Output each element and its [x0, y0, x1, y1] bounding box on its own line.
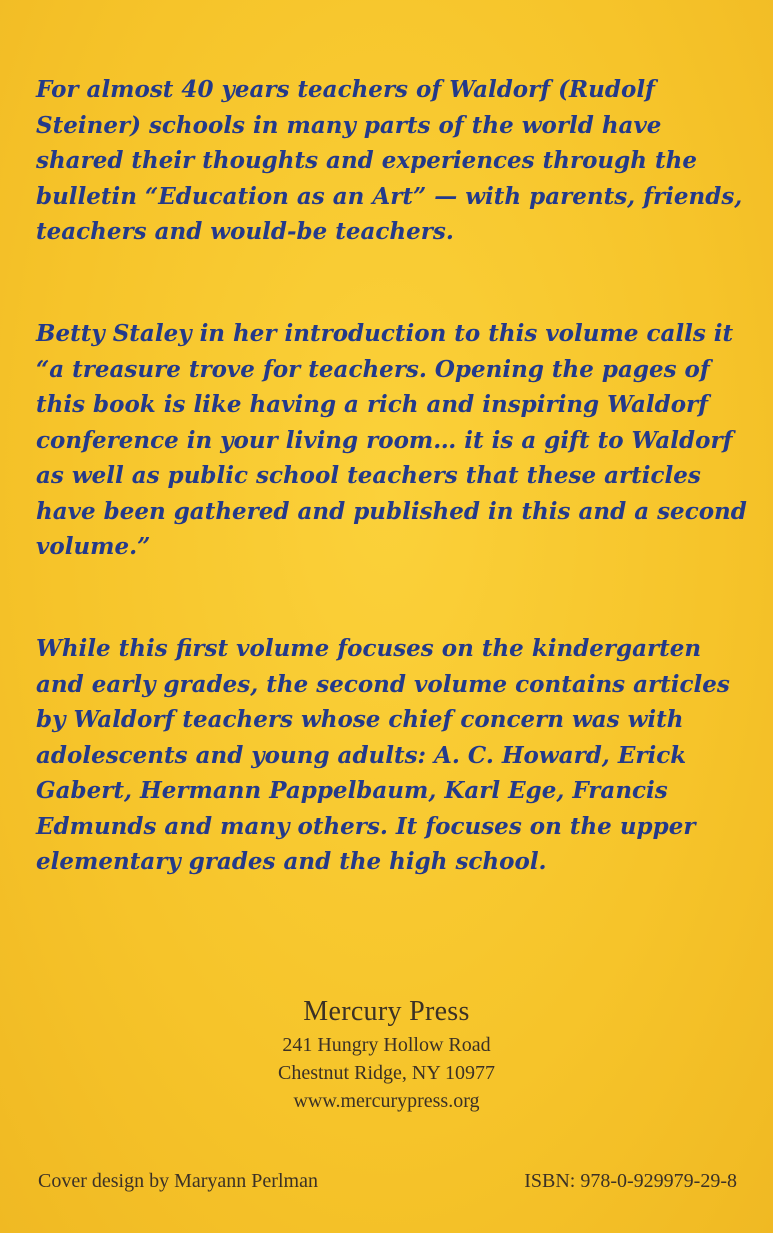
- blurb-paragraph-2: Betty Staley in her introduction to this volume calls it “a treasure trove for teachers. Opening the pages of this book is like having a rich and inspiring Waldorf conference in your living room… it is a gift to Waldorf as well as public school teachers that these articles have been gathered and published in this and a second volume.”: [36, 320, 747, 560]
- publisher-website: www.mercurypress.org: [293, 1090, 480, 1112]
- publisher-address-street: 241 Hungry Hollow Road: [282, 1034, 491, 1056]
- isbn-number: ISBN: 978-0-929979-29-8: [524, 1170, 737, 1192]
- publisher-name: Mercury Press: [303, 996, 470, 1027]
- publisher-address-city: Chestnut Ridge, NY 10977: [277, 1062, 496, 1084]
- cover-design-credit: Cover design by Maryann Perlman: [38, 1170, 318, 1192]
- blurb-paragraph-3: While this first volume focuses on the kindergarten and early grades, the second volume contains articles by Waldorf teachers whose chief concern was with adolescents and young adults: A. C. Howard, Erick Gabert, Hermann Pappelbaum, Karl Ege, Francis Edmunds and many others. It focuses on the upper elementary grades and the high school.: [36, 635, 730, 875]
- blurb-paragraph-1: For almost 40 years teachers of Waldorf (Rudolf Steiner) schools in many parts of the world have shared their thoughts and experiences through the bulletin “Education as an Art” — with parents, friends, teachers and would-be teachers.: [36, 76, 743, 245]
